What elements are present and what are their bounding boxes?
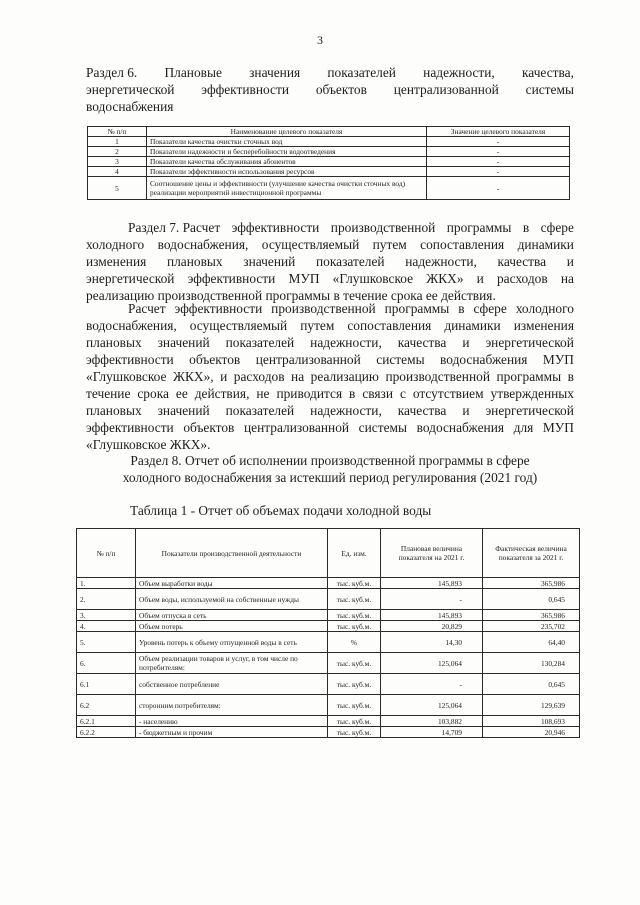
word: и bbox=[476, 271, 484, 286]
indicator-value: - bbox=[427, 137, 570, 147]
section-7-heading bbox=[86, 219, 574, 304]
word: надежности, bbox=[405, 254, 477, 269]
text-line bbox=[86, 219, 574, 236]
fact-value: 365,986 bbox=[483, 578, 580, 589]
word: объектов bbox=[183, 420, 235, 435]
word: Раздел 7. Расчет bbox=[128, 220, 221, 235]
word: энергетической bbox=[485, 335, 574, 350]
row-number: 6.2.1 bbox=[77, 716, 136, 727]
table-row bbox=[77, 578, 580, 589]
word: надежности, bbox=[310, 335, 382, 350]
indicator-name: Объем реализации товаров и услуг, в том числе по потребителям: bbox=[136, 653, 328, 674]
unit-cell: тыс. куб.м. bbox=[328, 695, 381, 716]
word: эффективности bbox=[187, 271, 276, 286]
word: в bbox=[522, 220, 530, 235]
word: для bbox=[513, 420, 534, 435]
col-header-value: Значение целевого показателя bbox=[427, 127, 570, 137]
word: программы bbox=[384, 301, 450, 316]
indicator-name: Показатели надежности и бесперебойности водоотведения bbox=[147, 147, 427, 157]
indicator-name: Объем потерь bbox=[136, 621, 328, 632]
plan-value: 125,064 bbox=[381, 653, 483, 674]
word: и bbox=[462, 403, 470, 418]
section-7-body bbox=[86, 300, 574, 453]
word: МУП bbox=[542, 420, 574, 435]
text-line bbox=[86, 64, 574, 81]
col-header-num: № п/п bbox=[88, 127, 147, 137]
unit-cell: тыс. куб.м. bbox=[328, 589, 381, 610]
word: значений bbox=[157, 403, 210, 418]
col-header-num: № п/п bbox=[77, 529, 136, 578]
word: МУП bbox=[288, 271, 320, 286]
fact-value: 129,639 bbox=[483, 695, 580, 716]
word: производственной bbox=[271, 301, 376, 316]
fact-value: 235,702 bbox=[483, 621, 580, 632]
word: качества bbox=[497, 254, 547, 269]
word: путем bbox=[372, 237, 407, 252]
word: показателей bbox=[225, 335, 295, 350]
table-1 bbox=[76, 528, 580, 738]
table-row bbox=[88, 167, 570, 177]
col-header-name: Наименование целевого показателя bbox=[147, 127, 427, 137]
fact-value: 108,693 bbox=[483, 716, 580, 727]
word: значений bbox=[157, 335, 210, 350]
unit-cell: тыс. куб.м. bbox=[328, 653, 381, 674]
indicator-name: - населению bbox=[136, 716, 328, 727]
word: сопоставления bbox=[347, 318, 432, 333]
word: системы bbox=[525, 82, 574, 97]
word: энергетической bbox=[485, 403, 574, 418]
word: приводится bbox=[276, 386, 343, 401]
word: реализацию bbox=[310, 369, 379, 384]
table-1-caption: Таблица 1 - Отчет об объемах подачи холодной воды bbox=[130, 503, 432, 518]
word: действия, bbox=[194, 386, 250, 401]
plan-value: - bbox=[381, 589, 483, 610]
plan-value: - bbox=[381, 674, 483, 695]
table-row bbox=[77, 610, 580, 621]
word: централизованной bbox=[255, 352, 361, 367]
word: изменения bbox=[86, 254, 147, 269]
word: течение bbox=[86, 386, 131, 401]
table-row bbox=[77, 653, 580, 674]
unit-cell: тыс. куб.м. bbox=[328, 727, 381, 738]
word: срока bbox=[137, 386, 169, 401]
word: надежности, bbox=[423, 65, 495, 80]
word: «Глушковское bbox=[86, 369, 167, 384]
section-8-heading bbox=[86, 452, 574, 486]
row-number: 1 bbox=[88, 137, 147, 147]
word: объектов bbox=[315, 82, 367, 97]
word: и bbox=[566, 254, 574, 269]
plan-value: 145,893 bbox=[381, 578, 483, 589]
unit-cell: тыс. куб.м. bbox=[328, 716, 381, 727]
word: в bbox=[349, 386, 356, 401]
row-number: 2. bbox=[77, 589, 136, 610]
word: холодного bbox=[86, 237, 145, 252]
word: программы bbox=[496, 369, 562, 384]
row-number: 6. bbox=[77, 653, 136, 674]
word: сфере bbox=[473, 301, 507, 316]
word: качества bbox=[397, 403, 447, 418]
word: ее bbox=[175, 386, 188, 401]
word: изменения bbox=[513, 318, 574, 333]
word: ЖКХ», bbox=[172, 369, 214, 384]
word: водоснабжения bbox=[440, 352, 528, 367]
word: динамики bbox=[517, 237, 574, 252]
indicator-name: Объем выработки воды bbox=[136, 578, 328, 589]
word: плановых bbox=[86, 335, 142, 350]
text-line bbox=[86, 334, 574, 351]
page-number: 3 bbox=[317, 33, 323, 47]
plan-value: 125,064 bbox=[381, 695, 483, 716]
indicator-value: - bbox=[427, 147, 570, 157]
word: эффективности bbox=[174, 301, 263, 316]
word: энергетической bbox=[86, 82, 175, 97]
word: водоснабжения bbox=[416, 420, 505, 435]
row-number: 3. bbox=[77, 610, 136, 621]
word: эффективности bbox=[231, 220, 320, 235]
word: значения bbox=[249, 65, 301, 80]
row-number: 1. bbox=[77, 578, 136, 589]
row-number: 4. bbox=[77, 621, 136, 632]
table-row bbox=[77, 695, 580, 716]
indicator-value: - bbox=[427, 157, 570, 167]
word: объектов bbox=[189, 352, 241, 367]
text-line bbox=[86, 253, 574, 270]
word: и bbox=[220, 369, 228, 384]
indicator-name: - бюджетным и прочим bbox=[136, 727, 328, 738]
row-number: 6.1 bbox=[77, 674, 136, 695]
section-6-heading bbox=[86, 64, 574, 115]
row-number: 5. bbox=[77, 632, 136, 653]
word: показателей bbox=[327, 65, 396, 80]
text-line bbox=[86, 81, 574, 98]
word: качества, bbox=[521, 65, 574, 80]
table-row bbox=[77, 674, 580, 695]
word: МУП bbox=[542, 352, 574, 367]
word: путем bbox=[300, 318, 335, 333]
word: связи bbox=[362, 386, 394, 401]
text-line bbox=[86, 385, 574, 402]
fact-value: 0,645 bbox=[483, 674, 580, 695]
word: динамики bbox=[444, 318, 501, 333]
col-header-unit: Ед. изм. bbox=[328, 529, 381, 578]
row-number: 3 bbox=[88, 157, 147, 167]
table-row bbox=[77, 716, 580, 727]
word: надежности, bbox=[310, 403, 382, 418]
word: осуществляемый bbox=[261, 237, 360, 252]
word: в bbox=[458, 301, 465, 316]
text-line bbox=[86, 317, 574, 334]
plan-value: 145,893 bbox=[381, 610, 483, 621]
plan-value: 14,30 bbox=[381, 632, 483, 653]
fact-value: 64,40 bbox=[483, 632, 580, 653]
section-8-heading-line: холодного водоснабжения за истекший период регулирования (2021 год) bbox=[122, 470, 538, 485]
text-line bbox=[86, 402, 574, 419]
word: показателей bbox=[315, 254, 385, 269]
indicator-name: Объем отпуска в сеть bbox=[136, 610, 328, 621]
word: на bbox=[560, 271, 574, 286]
word: «Глушковское ЖКХ». bbox=[86, 437, 211, 452]
word: программы bbox=[446, 220, 512, 235]
unit-cell: тыс. куб.м. bbox=[328, 621, 381, 632]
word: и bbox=[462, 335, 470, 350]
word: с bbox=[399, 386, 406, 401]
word: плановых bbox=[166, 254, 223, 269]
table-row bbox=[77, 621, 580, 632]
indicator-name: сторонним потребителям: bbox=[136, 695, 328, 716]
plan-value: 14,709 bbox=[381, 727, 483, 738]
row-number: 4 bbox=[88, 167, 147, 177]
word: утвержденных bbox=[490, 386, 574, 401]
word: централизованной bbox=[393, 82, 499, 97]
table-header-row bbox=[77, 529, 580, 578]
plan-value: 103,882 bbox=[381, 716, 483, 727]
fact-value: 20,946 bbox=[483, 727, 580, 738]
unit-cell: тыс. куб.м. bbox=[328, 674, 381, 695]
fact-value: 0,645 bbox=[483, 589, 580, 610]
word: осуществляемый bbox=[189, 318, 288, 333]
text-line bbox=[86, 98, 574, 115]
indicator-name: Объем воды, используемой на собственные нужды bbox=[136, 589, 328, 610]
word: ЖКХ» bbox=[426, 271, 464, 286]
word: Плановые bbox=[164, 65, 222, 80]
table-row bbox=[88, 177, 570, 200]
row-number: 2 bbox=[88, 147, 147, 157]
table-row bbox=[77, 589, 580, 610]
word: расходов bbox=[496, 271, 548, 286]
word: водоснабжения, bbox=[157, 237, 249, 252]
word: расходов bbox=[233, 369, 285, 384]
fact-value: 130,284 bbox=[483, 653, 580, 674]
word: производственной bbox=[385, 369, 490, 384]
word: Расчет bbox=[128, 301, 166, 316]
word: сфере bbox=[540, 220, 574, 235]
word: централизованной bbox=[243, 420, 350, 435]
col-header-fact: Фактическая величина показателя за 2021 г. bbox=[483, 529, 580, 578]
row-number: 5 bbox=[88, 177, 147, 200]
row-number: 6.2.2 bbox=[77, 727, 136, 738]
plan-value: 20,829 bbox=[381, 621, 483, 632]
word: системы bbox=[376, 352, 425, 367]
indicator-name: собственное потребление bbox=[136, 674, 328, 695]
text-line bbox=[86, 236, 574, 253]
word: эффективности bbox=[86, 352, 174, 367]
text-line bbox=[86, 351, 574, 368]
table-row bbox=[77, 727, 580, 738]
table-row bbox=[88, 147, 570, 157]
word: в bbox=[567, 369, 574, 384]
text-line bbox=[86, 436, 574, 453]
indicator-value: - bbox=[427, 167, 570, 177]
fact-value: 365,986 bbox=[483, 610, 580, 621]
indicator-name: Показатели качества очистки сточных вод bbox=[147, 137, 427, 147]
word: значений bbox=[243, 254, 296, 269]
word: эффективности bbox=[86, 420, 174, 435]
word: качества bbox=[397, 335, 447, 350]
word: плановых bbox=[86, 403, 142, 418]
row-number: 6.2 bbox=[77, 695, 136, 716]
word: сопоставления bbox=[420, 237, 505, 252]
text-line bbox=[86, 419, 574, 436]
word: холодного bbox=[515, 301, 574, 316]
table-row bbox=[88, 157, 570, 167]
word: не bbox=[256, 386, 270, 401]
word: системы bbox=[358, 420, 407, 435]
word: реализацию производственной программы в течение срока ее действия. bbox=[86, 288, 496, 303]
word: водоснабжения bbox=[86, 99, 174, 114]
indicator-value: - bbox=[427, 177, 570, 200]
col-header-indicator: Показатели производственной деятельности bbox=[136, 529, 328, 578]
text-line bbox=[86, 270, 574, 287]
text-line bbox=[86, 300, 574, 317]
indicator-name: Соотношение цены и эффективности (улучшение качества очистки сточных вод) реализации мероприятий инвестиционной программы bbox=[147, 177, 427, 200]
text-line bbox=[86, 368, 574, 385]
word: производственной bbox=[330, 220, 436, 235]
word: Раздел 6. bbox=[86, 65, 138, 80]
col-header-plan: Плановая величина показателя на 2021 г. bbox=[381, 529, 483, 578]
table-row bbox=[77, 632, 580, 653]
word: «Глушковское bbox=[332, 271, 414, 286]
unit-cell: % bbox=[328, 632, 381, 653]
unit-cell: тыс. куб.м. bbox=[328, 578, 381, 589]
table-header-row bbox=[88, 127, 570, 137]
word: эффективности bbox=[201, 82, 290, 97]
indicator-name: Уровень потерь к объему отпущенной воды в сеть bbox=[136, 632, 328, 653]
word: отсутствием bbox=[412, 386, 484, 401]
word: водоснабжения, bbox=[86, 318, 177, 333]
unit-cell: тыс. куб.м. bbox=[328, 610, 381, 621]
table-row bbox=[88, 137, 570, 147]
word: показателей bbox=[225, 403, 295, 418]
section-6-table bbox=[87, 126, 570, 200]
indicator-name: Показатели качества обслуживания абонентов bbox=[147, 157, 427, 167]
section-8-heading-line: Раздел 8. Отчет об исполнении производственной программы в сфере bbox=[130, 453, 530, 468]
indicator-name: Показатели эффективности использования ресурсов bbox=[147, 167, 427, 177]
word: энергетической bbox=[86, 271, 175, 286]
word: на bbox=[291, 369, 305, 384]
